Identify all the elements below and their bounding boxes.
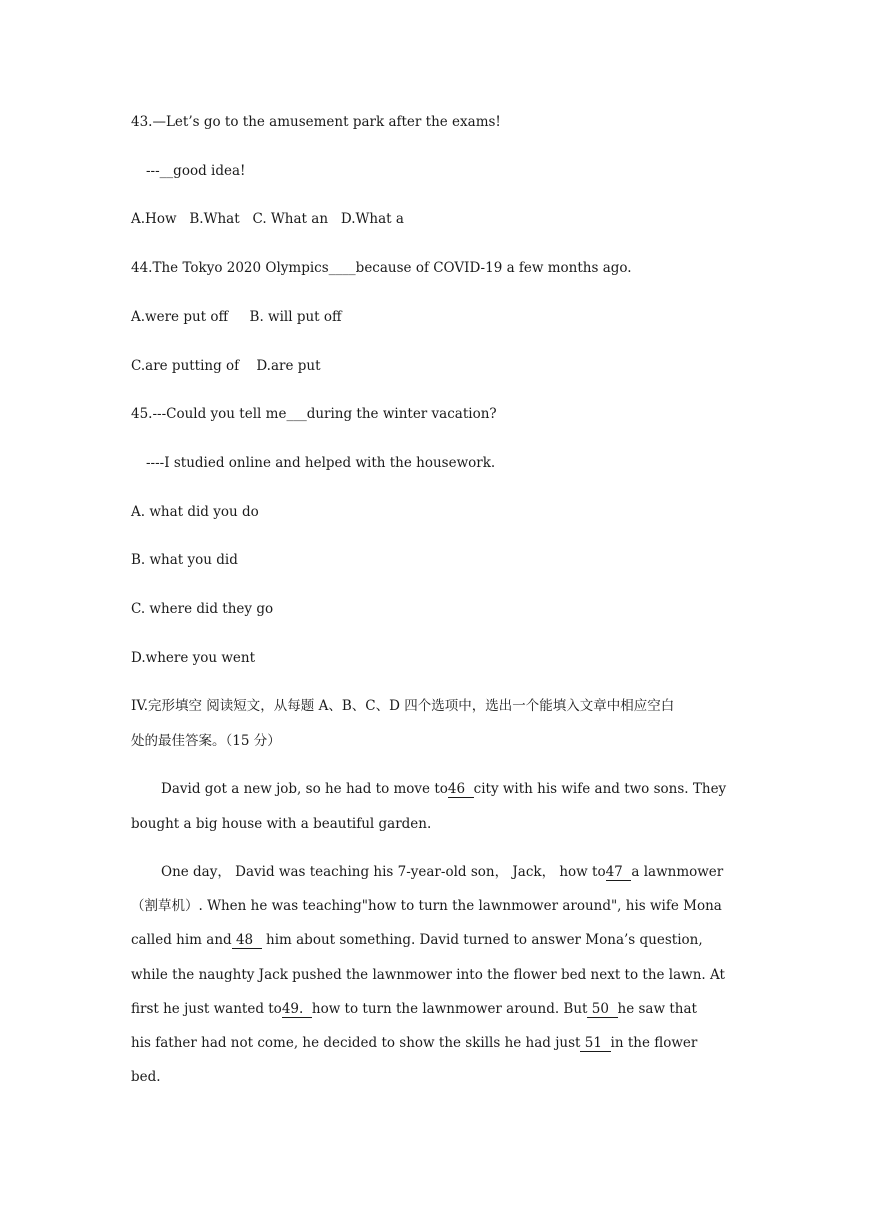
q44-options-cd: C.are putting of D.are put [131, 358, 321, 374]
passage-p2-line5 [131, 1000, 697, 1018]
q45-blank: ___ [286, 406, 307, 422]
q45-stem-start: 45.---Could you tell me [131, 406, 287, 422]
passage-p1-line2: bought a big house with a beautiful garden. [131, 816, 432, 832]
passage-p1-line1 [161, 780, 726, 798]
blank-47: 47 [605, 864, 632, 880]
q44-options-ab: A.were put off B. will put off [131, 309, 342, 325]
passage-p2-line6 [131, 1034, 697, 1052]
q43-options: A.How B.What C. What an D.What a [131, 211, 404, 227]
q45-option-b: B. what you did [131, 552, 238, 568]
passage-p2-line2: （割草机）. When he was teaching"how to turn the lawnmower around", his wife Mona [131, 898, 722, 914]
passage-p2-line7: bed. [131, 1069, 161, 1085]
q45-option-d: D.where you went [131, 650, 256, 666]
passage-text: called him and [131, 932, 232, 948]
passage-text: first he just wanted to [131, 1001, 282, 1017]
q44-stem [131, 259, 632, 277]
blank-49: 49. [281, 1001, 312, 1017]
q45-reply: ----I studied online and helped with the housework. [146, 455, 496, 471]
passage-text: David got a new job, so he had to move to [161, 781, 448, 797]
q43-stem: 43.—Let’s go to the amusement park after the exams! [131, 114, 501, 130]
passage-text: city with his wife and two sons. They [473, 781, 727, 797]
passage-text: a lawnmower [631, 864, 724, 880]
q44-blank: ____ [328, 260, 356, 276]
q44-stem-start: 44.The Tokyo 2020 Olympics [131, 260, 329, 276]
passage-text: in the flower [610, 1035, 698, 1051]
blank-48: 48 [231, 932, 262, 948]
passage-text: One day， David was teaching his 7-year-old son， Jack， how to [161, 864, 606, 880]
passage-text: how to turn the lawnmower around. But [311, 1001, 588, 1017]
passage-text: he saw that [617, 1001, 697, 1017]
passage-p2-line3 [131, 931, 703, 949]
q45-stem-end: during the winter vacation? [306, 406, 497, 422]
q45-option-c: C. where did they go [131, 601, 274, 617]
q45-stem [131, 405, 497, 423]
passage-text: his father had not come, he decided to show the skills he had just [131, 1035, 581, 1051]
q43-reply: ---__good idea! [146, 163, 246, 179]
section4-heading-line2: 处的最佳答案。（15 分） [131, 733, 281, 749]
blank-50: 50 [587, 1001, 618, 1017]
section4-heading-line1: IV.完形填空 阅读短文，从每题 A、B、C、D 四个选项中，选出一个能填入文章中相应空白 [131, 698, 675, 714]
q44-stem-end: because of COVID-19 a few months ago. [355, 260, 632, 276]
q45-option-a: A. what did you do [131, 504, 259, 520]
blank-51: 51 [580, 1035, 611, 1051]
passage-p2-line4: while the naughty Jack pushed the lawnmower into the flower bed next to the lawn. At [131, 967, 725, 983]
blank-46: 46 [447, 781, 474, 797]
passage-p2-line1 [161, 863, 723, 881]
passage-text: him about something. David turned to answer Mona’s question, [261, 932, 703, 948]
